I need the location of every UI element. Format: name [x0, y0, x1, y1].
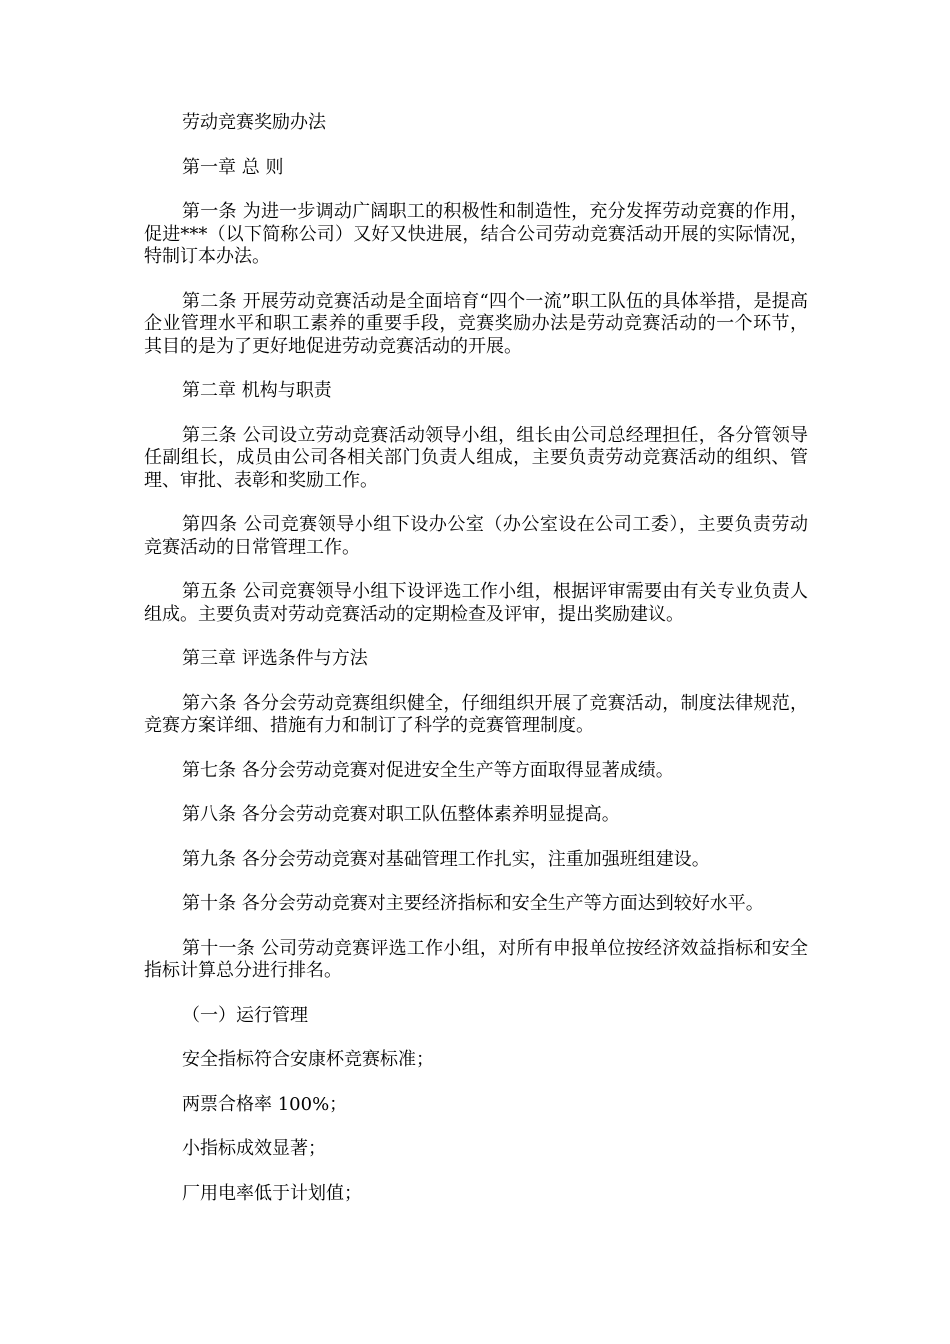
document-title: 劳动竞赛奖励办法 — [182, 112, 326, 133]
list-item: 小指标成效显著； — [182, 1138, 326, 1159]
article-paragraph: 第一条 为进一步调动广阔职工的积极性和制造性，充分发挥劳动竞赛的作用，促进***（以下简称公司）又好又快进展，结合公司劳动竞赛活动开展的实际情况，特制订本办法。 — [144, 201, 808, 267]
chapter-heading: 第三章 评选条件与方法 — [182, 648, 368, 669]
document-body — [144, 112, 808, 1227]
article-paragraph: 第四条 公司竞赛领导小组下设办公室（办公室设在公司工委），主要负责劳动竞赛活动的日常管理工作。 — [144, 514, 808, 558]
section-heading: （一）运行管理 — [182, 1004, 308, 1026]
article-paragraph: 第九条 各分会劳动竞赛对基础管理工作扎实，注重加强班组建设。 — [182, 848, 710, 870]
article-paragraph: 第五条 公司竞赛领导小组下设评选工作小组，根据评审需要由有关专业负责人组成。主要负责对劳动竞赛活动的定期检查及评审，提出奖励建议。 — [144, 581, 808, 625]
article-paragraph: 第七条 各分会劳动竞赛对促进安全生产等方面取得显著成绩。 — [182, 759, 674, 781]
chapter-heading: 第一章 总 则 — [182, 156, 284, 178]
list-item: 两票合格率 100%； — [182, 1093, 348, 1115]
article-paragraph: 第十条 各分会劳动竞赛对主要经济指标和安全生产等方面达到较好水平。 — [182, 893, 764, 914]
list-item: 厂用电率低于计划值； — [182, 1182, 362, 1204]
article-paragraph: 第二条 开展劳动竞赛活动是全面培育“四个一流”职工队伍的具体举措，是提高企业管理水平和职工素养的重要手段，竞赛奖励办法是劳动竞赛活动的一个环节，其目的是为了更好地促进劳动竞赛活动的开展。 — [144, 290, 808, 357]
list-item: 安全指标符合安康杯竞赛标准； — [182, 1049, 434, 1070]
article-paragraph: 第六条 各分会劳动竞赛组织健全，仔细组织开展了竞赛活动，制度法律规范，竞赛方案详细、措施有力和制订了科学的竞赛管理制度。 — [144, 692, 808, 736]
article-paragraph: 第八条 各分会劳动竞赛对职工队伍整体素养明显提高。 — [182, 804, 620, 825]
chapter-heading: 第二章 机构与职责 — [182, 380, 332, 401]
article-paragraph: 第十一条 公司劳动竞赛评选工作小组，对所有申报单位按经济效益指标和安全指标计算总分进行排名。 — [144, 937, 808, 981]
article-paragraph: 第三条 公司设立劳动竞赛活动领导小组，组长由公司总经理担任，各分管领导任副组长，成员由公司各相关部门负责人组成，主要负责劳动竞赛活动的组织、管理、审批、表彰和奖励工作。 — [144, 424, 808, 491]
